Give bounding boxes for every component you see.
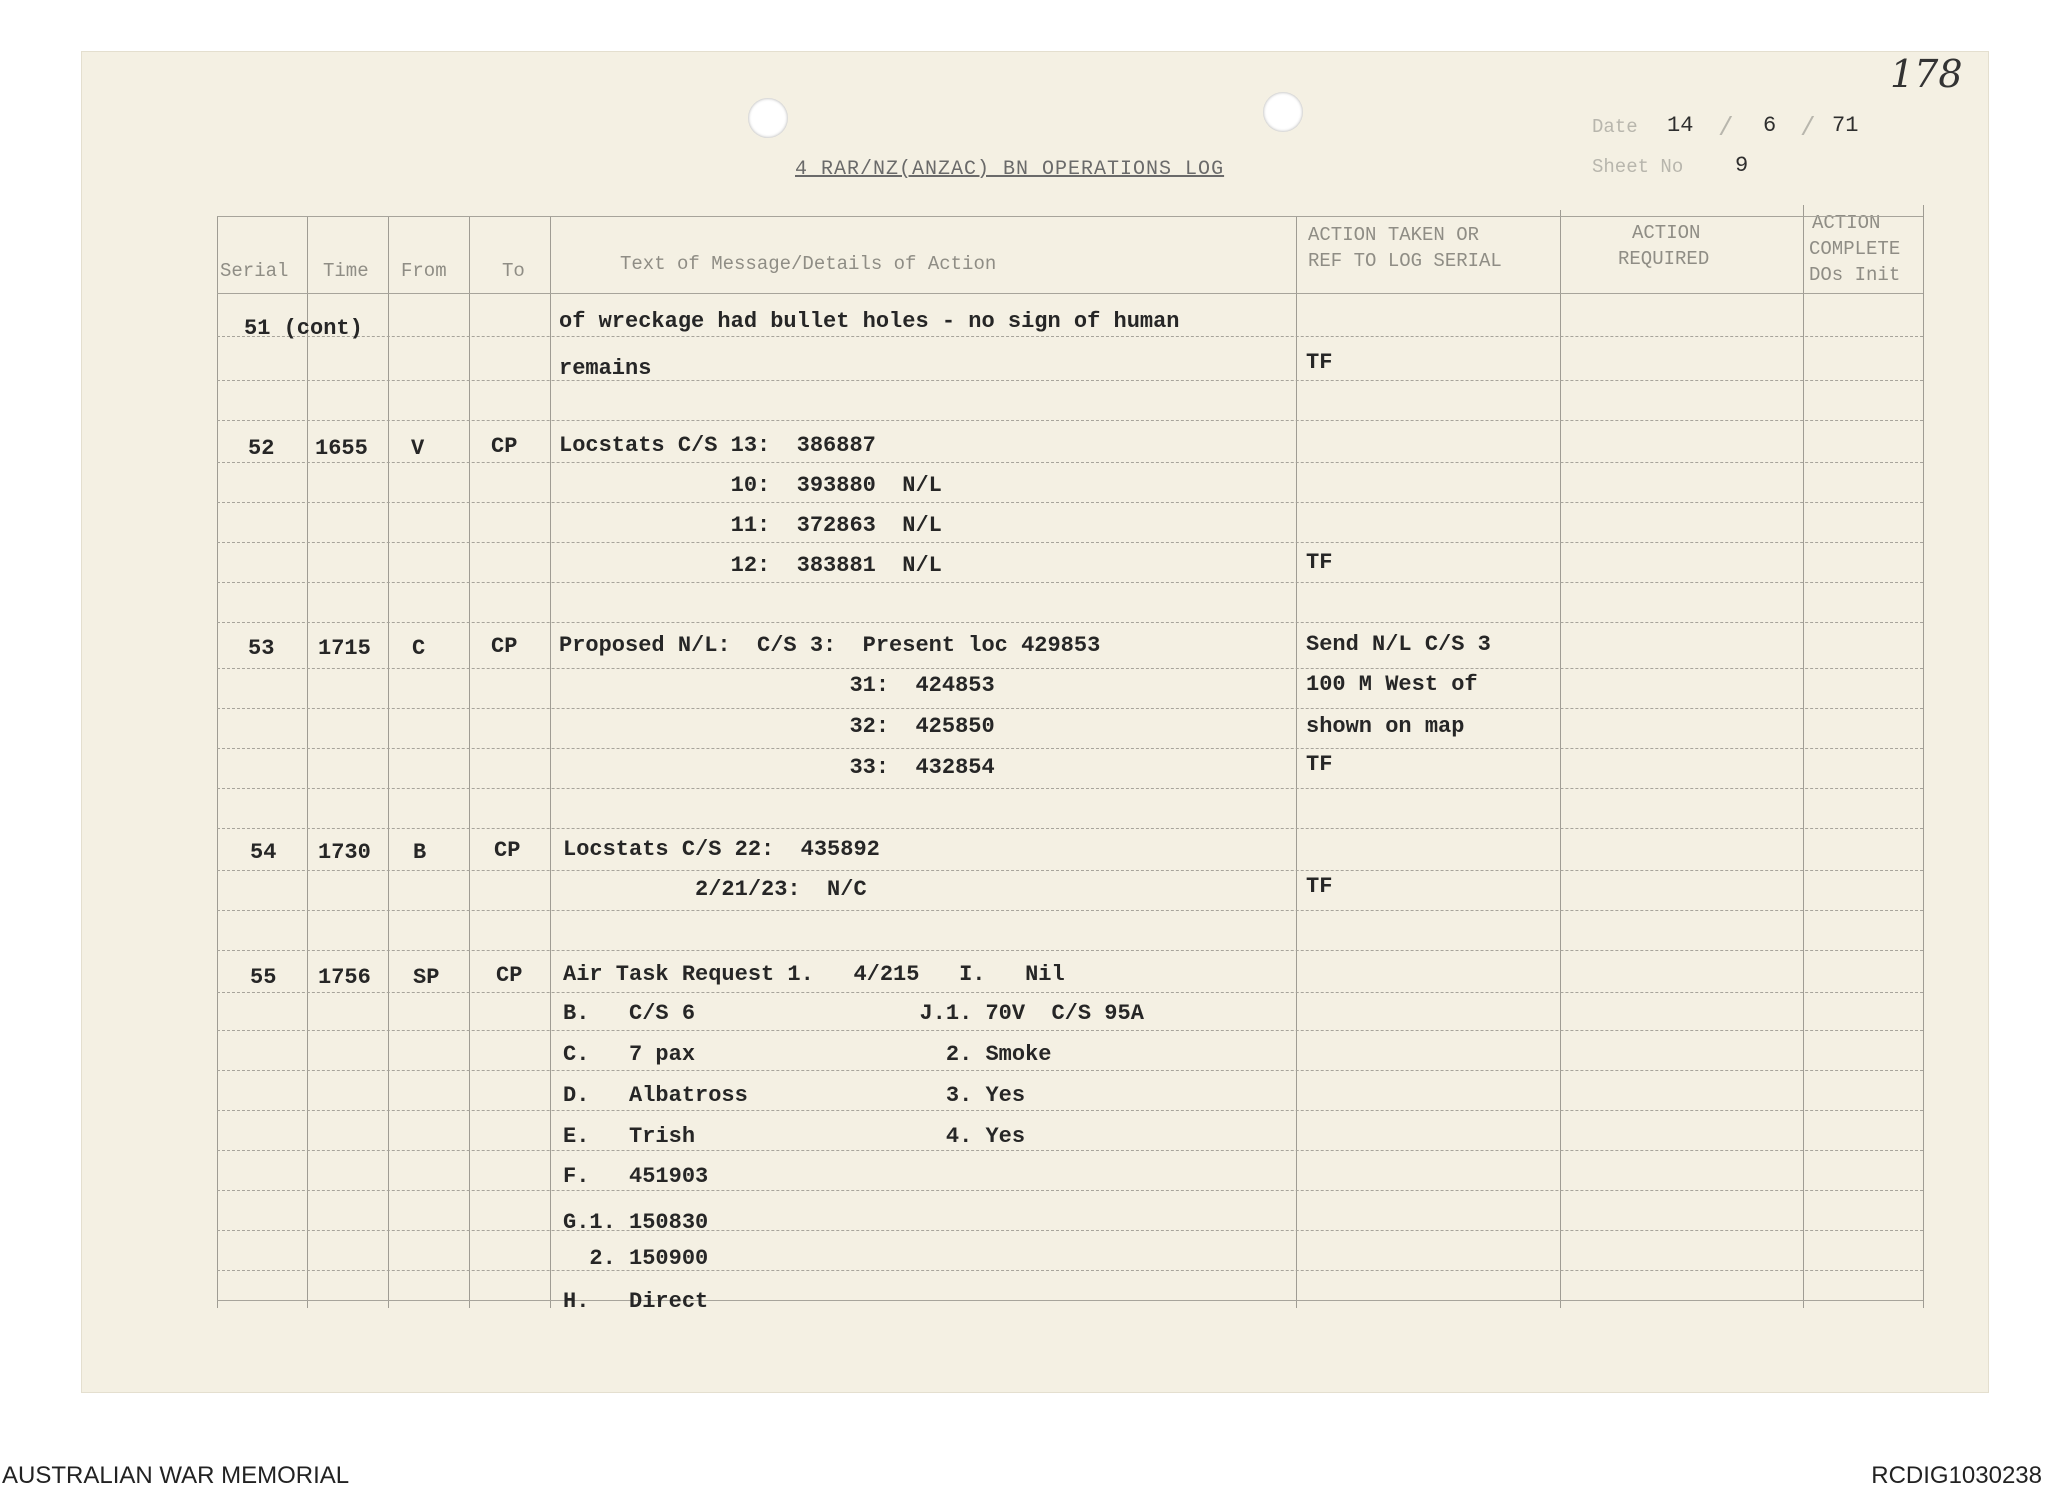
grid-hline	[217, 1300, 1923, 1301]
grid-vline	[1923, 205, 1924, 1308]
row-text: Locstats C/S 13: 386887	[559, 433, 876, 458]
row-from: C	[412, 636, 426, 661]
row-text: 33: 432854	[559, 755, 995, 780]
grid-hline	[217, 1030, 1923, 1031]
row-text: D. Albatross 3. Yes	[563, 1083, 1026, 1108]
grid-hline	[217, 1070, 1923, 1071]
grid-hline	[217, 462, 1923, 463]
sheet-label: Sheet No	[1592, 156, 1684, 178]
col-header-text: Text of Message/Details of Action	[620, 253, 997, 275]
date-year: 71	[1832, 113, 1859, 138]
row-text: 10: 393880 N/L	[559, 473, 942, 498]
row-to: CP	[494, 838, 521, 863]
row-serial: 54	[250, 840, 277, 865]
grid-hline	[217, 1110, 1923, 1111]
footer-institution: AUSTRALIAN WAR MEMORIAL	[2, 1462, 350, 1489]
col-header-action-taken-1: ACTION TAKEN OR	[1308, 224, 1480, 246]
grid-vline	[1560, 210, 1561, 1308]
page-number: 178	[1890, 52, 1963, 96]
row-to: CP	[491, 634, 518, 659]
row-serial: 51 (cont)	[244, 316, 363, 341]
row-text: G.1. 150830	[563, 1210, 709, 1235]
row-from: SP	[413, 965, 440, 990]
grid-hline	[217, 708, 1923, 709]
row-from: B	[413, 840, 427, 865]
col-header-action-complete-2: COMPLETE	[1809, 238, 1901, 260]
date-month: 6	[1763, 113, 1777, 138]
row-time: 1730	[318, 840, 371, 865]
grid-hline	[217, 950, 1923, 951]
row-time: 1655	[315, 436, 368, 461]
row-text: H. Direct	[563, 1289, 709, 1314]
row-text: B. C/S 6 J.1. 70V C/S 95A	[563, 1001, 1144, 1026]
grid-vline	[1803, 205, 1804, 1308]
row-text: C. 7 pax 2. Smoke	[563, 1042, 1052, 1067]
row-to: CP	[491, 434, 518, 459]
grid-hline	[217, 622, 1923, 623]
punch-hole-right	[1263, 92, 1303, 132]
sheet-number: 9	[1735, 153, 1749, 178]
row-text: remains	[559, 356, 652, 381]
grid-hline	[217, 870, 1923, 871]
col-header-from: From	[401, 260, 447, 282]
row-action: Send N/L C/S 3	[1306, 632, 1491, 657]
grid-hline	[217, 293, 1923, 294]
col-header-serial: Serial	[220, 260, 289, 282]
col-header-action-complete-1: ACTION	[1812, 212, 1881, 234]
grid-hline	[217, 668, 1923, 669]
grid-hline	[217, 1190, 1923, 1191]
grid-hline	[217, 1270, 1923, 1271]
grid-hline	[217, 542, 1923, 543]
grid-hline	[217, 380, 1923, 381]
row-text: 2/21/23: N/C	[563, 877, 867, 902]
grid-hline	[217, 582, 1923, 583]
col-header-action-taken-2: REF TO LOG SERIAL	[1308, 250, 1502, 272]
grid-hline	[217, 828, 1923, 829]
col-header-action-complete-3: DOs Init	[1809, 264, 1901, 286]
date-label: Date	[1592, 116, 1638, 138]
row-text: Air Task Request 1. 4/215 I. Nil	[563, 962, 1065, 987]
date-day: 14	[1667, 113, 1694, 138]
row-text: 11: 372863 N/L	[559, 513, 942, 538]
row-serial: 53	[248, 636, 275, 661]
grid-hline	[217, 910, 1923, 911]
grid-hline	[217, 336, 1923, 337]
row-time: 1756	[318, 965, 371, 990]
punch-hole-left	[748, 98, 788, 138]
col-header-action-required-2: REQUIRED	[1618, 248, 1710, 270]
row-action: TF	[1306, 752, 1333, 777]
grid-hline	[217, 1150, 1923, 1151]
row-to: CP	[496, 963, 523, 988]
row-text: Locstats C/S 22: 435892	[563, 837, 880, 862]
col-header-to: To	[502, 260, 525, 282]
grid-hline	[217, 216, 1923, 217]
grid-hline	[217, 502, 1923, 503]
row-text: Proposed N/L: C/S 3: Present loc 429853	[559, 633, 1101, 658]
row-from: V	[411, 436, 425, 461]
date-separator-2: /	[1800, 113, 1816, 143]
row-action: TF	[1306, 874, 1333, 899]
document-title: 4 RAR/NZ(ANZAC) BN OPERATIONS LOG	[795, 158, 1225, 181]
row-text: 12: 383881 N/L	[559, 553, 942, 578]
row-action: TF	[1306, 550, 1333, 575]
row-text: 2. 150900	[563, 1246, 709, 1271]
row-text: of wreckage had bullet holes - no sign of human	[559, 309, 1180, 334]
grid-hline	[217, 788, 1923, 789]
row-text: F. 451903	[563, 1164, 709, 1189]
row-action: TF	[1306, 350, 1333, 375]
col-header-action-required-1: ACTION	[1632, 222, 1701, 244]
footer-record-id: RCDIG1030238	[1871, 1462, 2042, 1489]
row-text: 32: 425850	[559, 714, 995, 739]
row-serial: 52	[248, 436, 275, 461]
row-action: 100 M West of	[1306, 672, 1478, 697]
grid-hline	[217, 420, 1923, 421]
col-header-time: Time	[323, 260, 369, 282]
row-time: 1715	[318, 636, 371, 661]
row-text: E. Trish 4. Yes	[563, 1124, 1026, 1149]
date-separator-1: /	[1718, 113, 1734, 143]
row-text: 31: 424853	[559, 673, 995, 698]
row-action: shown on map	[1306, 714, 1465, 739]
grid-hline	[217, 748, 1923, 749]
row-serial: 55	[250, 965, 277, 990]
grid-hline	[217, 992, 1923, 993]
grid-hline	[217, 1230, 1923, 1231]
